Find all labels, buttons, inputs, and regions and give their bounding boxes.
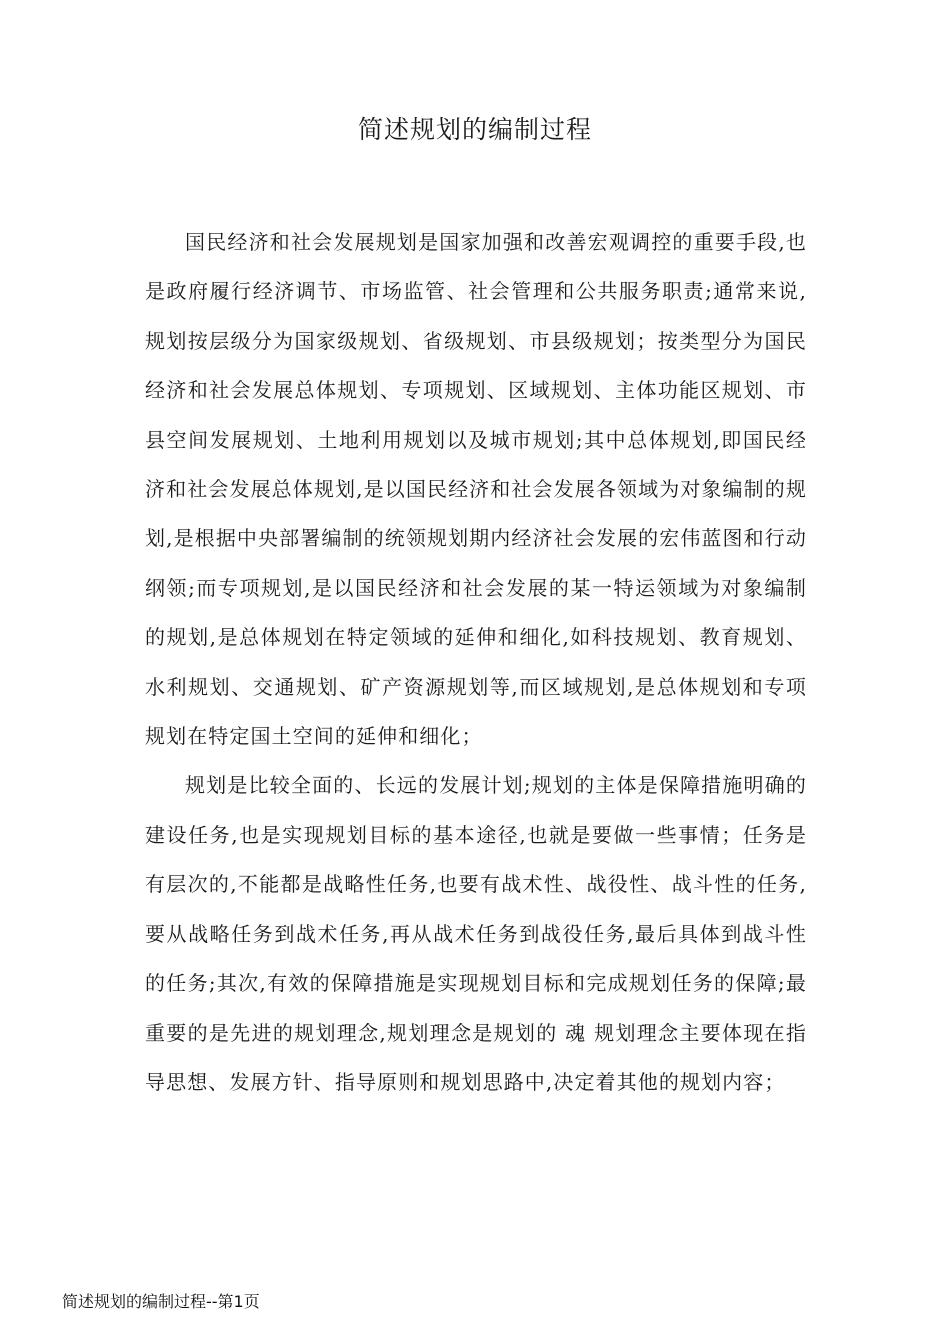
document-title: 简述规划的编制过程 (357, 115, 592, 144)
paragraph-2: 规划是比较全面的、长远的发展计划;规划的主体是保障措施明确的建设任务,也是实现规划目标的基本途径,也就是要做一些事情；任务是有层次的,不能都是战略性任务,也要有战术性、战役性、战斗性的任务,要从战略任务到战术任务,再从战术任务到战役任务,最后具体到战斗性的任务;其次,有效的保障措施是实现规划目标和完成规划任务的保障;最重要的是先进的规划理念,规划理念是规划的 魂 规划理念主要体现在指导思想、发展方针、指导原则和规划思路中,决定着其他的规划内容； (145, 773, 807, 1094)
document-body (145, 218, 807, 1107)
paragraph-1: 国民经济和社会发展规划是国家加强和改善宏观调控的重要手段,也是政府履行经济调节、市场监管、社会管理和公共服务职责;通常来说,规划按层级分为国家级规划、省级规划、市县级规划；按类型分为国民经济和社会发展总体规划、专项规划、区域规划、主体功能区规划、市县空间发展规划、土地利用规划以及城市规划;其中总体规划,即国民经济和社会发展总体规划,是以国民经济和社会发展各领域为对象编制的规划,是根据中央部署编制的统领规划期内经济社会发展的宏伟蓝图和行动纲领;而专项规划,是以国民经济和社会发展的某一特运领域为对象编制的规划,是总体规划在特定领域的延伸和细化,如科技规划、教育规划、水利规划、交通规划、矿产资源规划等,而区域规划,是总体规划和专项规划在特定国土空间的延伸和细化； (145, 230, 807, 749)
page-footer: 简述规划的编制过程--第1页 (62, 1292, 260, 1311)
